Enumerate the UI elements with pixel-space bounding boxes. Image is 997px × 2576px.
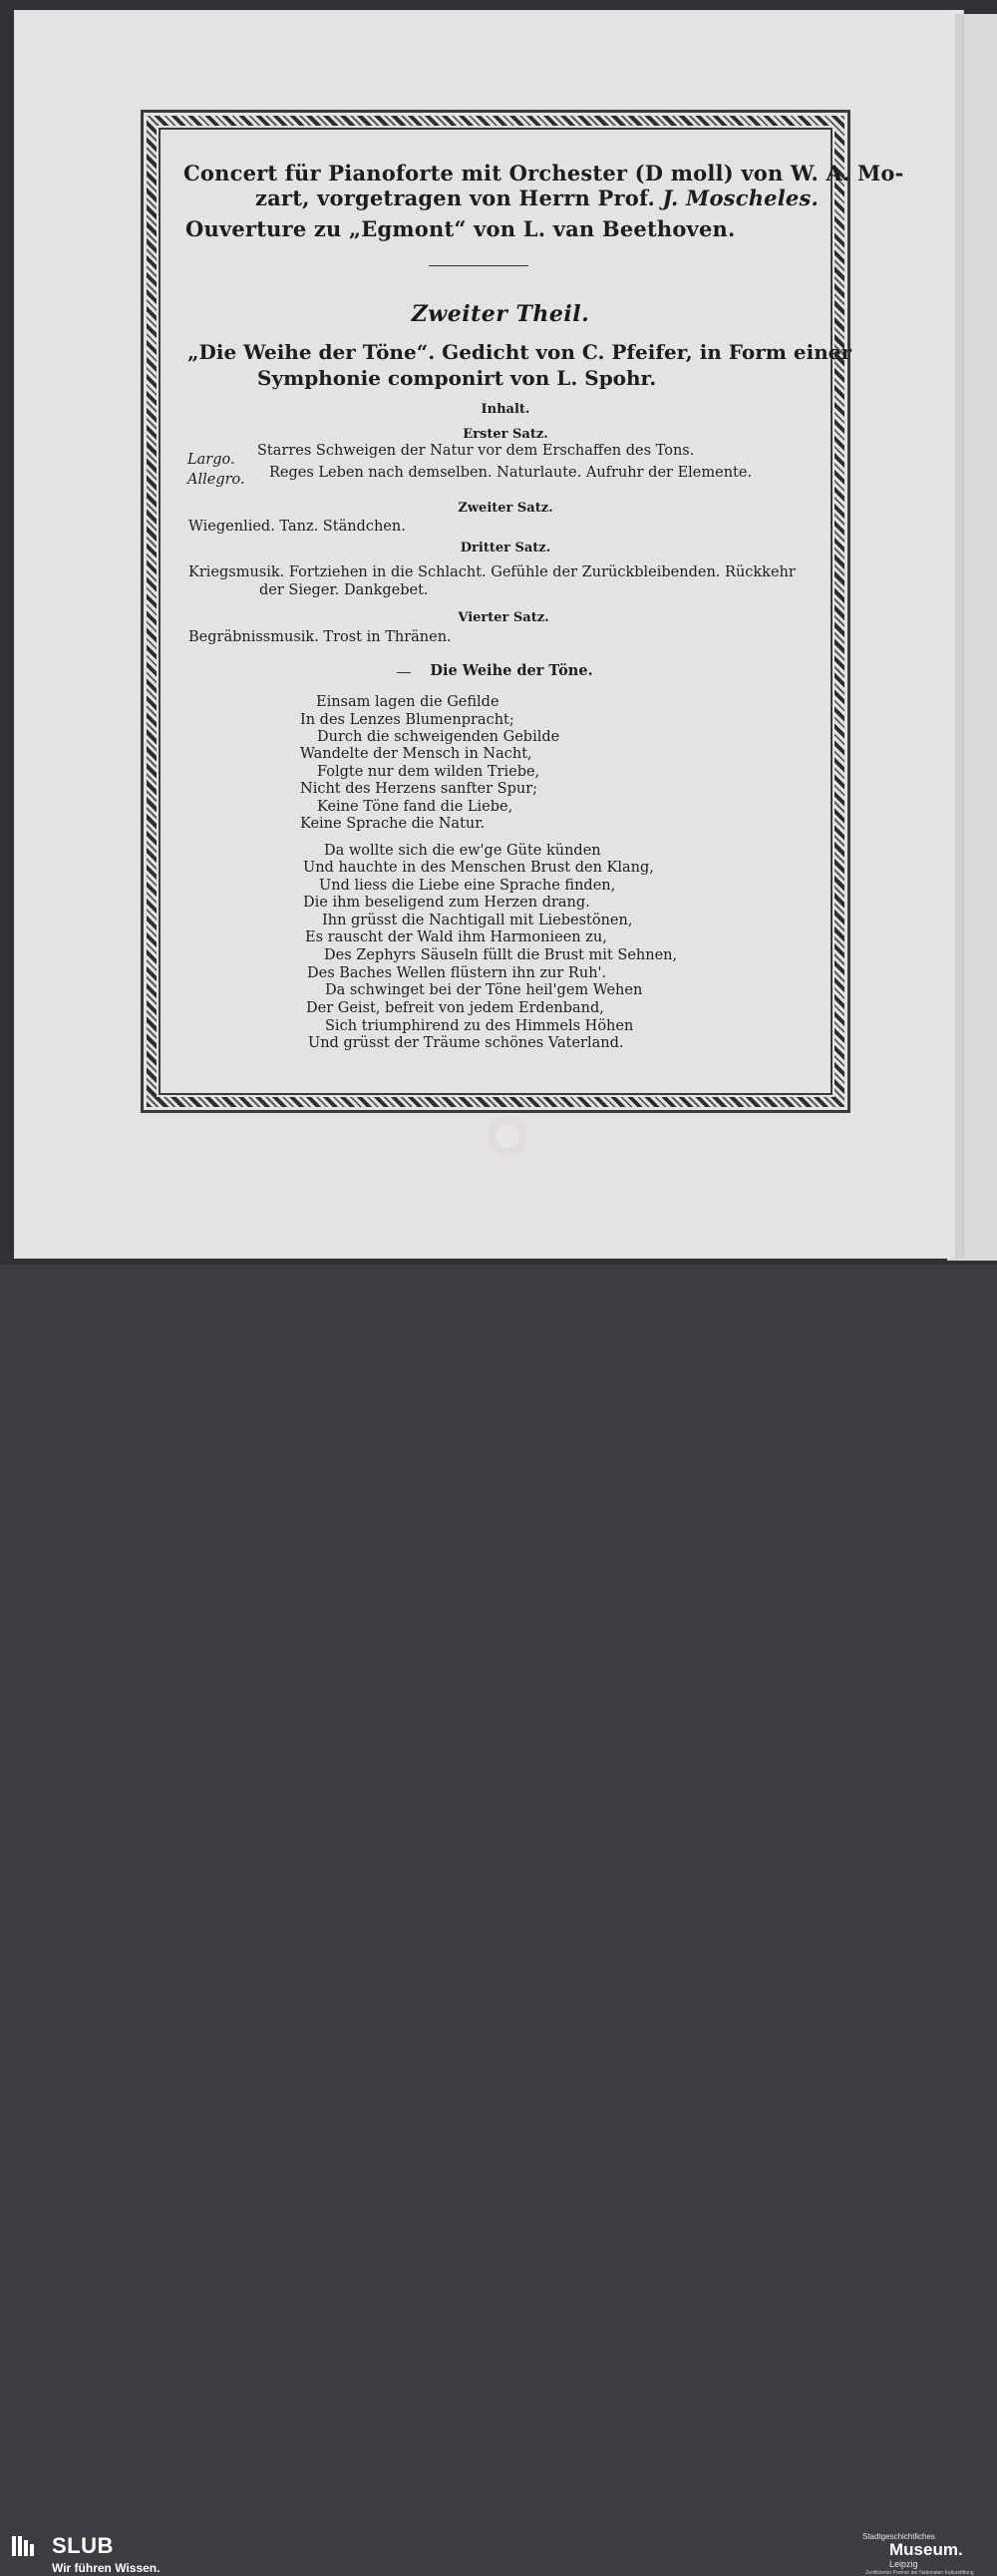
slub-logo-icon — [12, 2534, 40, 2558]
poem-line: Da schwinget bei der Töne heil'gem Wehen — [325, 982, 643, 998]
poem-line: Und hauchte in des Menschen Brust den Klang, — [303, 860, 654, 876]
poem-line: Der Geist, befreit von jedem Erdenband, — [306, 1000, 604, 1016]
poem-line: Folgte nur dem wilden Triebe, — [317, 764, 540, 780]
concert-line-2 — [255, 185, 819, 210]
museum-name: Museum. — [889, 2540, 963, 2559]
poem-line: Des Baches Wellen flüstern ihn zur Ruh'. — [307, 965, 607, 981]
divider-rule — [429, 265, 528, 266]
poem-line: Die ihm beseligend zum Herzen drang. — [303, 895, 590, 911]
third-movement-text-2: der Sieger. Dankgebet. — [259, 582, 429, 598]
poem-line: Keine Töne fand die Liebe, — [317, 799, 513, 815]
weihe-line-1: „Die Weihe der Töne“. Gedicht von C. Pfeifer, in Form einer — [187, 340, 852, 364]
poem-line: Es rauscht der Wald ihm Harmonieen zu, — [305, 929, 607, 945]
contents-label: Inhalt. — [481, 402, 530, 417]
fourth-movement-text: Begräbnissmusik. Trost in Thränen. — [188, 629, 452, 645]
largo-tempo: Largo. — [187, 452, 235, 468]
poem-line: Da wollte sich die ew'ge Güte künden — [324, 843, 601, 859]
library-name: SLUB — [52, 2533, 114, 2558]
allegro-description: Reges Leben nach demselben. Naturlaute. Aufruhr der Elemente. — [269, 465, 753, 481]
poem-line: Und liess die Liebe eine Sprache finden, — [319, 878, 616, 894]
poem-line: Durch die schweigenden Gebilde — [317, 729, 560, 745]
poem-line: Des Zephyrs Säuseln füllt die Brust mit Sehnen, — [324, 947, 678, 963]
part-title: Zweiter Theil. — [411, 301, 590, 327]
concert-line-2a: zart, vorgetragen von Herrn Prof. — [255, 185, 663, 210]
second-movement-text: Wiegenlied. Tanz. Ständchen. — [188, 519, 406, 535]
poem-line: Ihn grüsst die Nachtigall mit Liebestönen, — [322, 913, 633, 928]
poem-title: Die Weihe der Töne. — [430, 662, 593, 679]
concert-line-1: Concert für Pianoforte mit Orchester (D moll) von W. A. Mo- — [183, 161, 904, 185]
allegro-tempo: Allegro. — [187, 472, 245, 488]
second-movement-heading: Zweiter Satz. — [458, 501, 553, 516]
museum-label-top: Stadtgeschichtliches — [862, 2532, 935, 2541]
largo-description: Starres Schweigen der Natur vor dem Erschaffen des Tons. — [257, 443, 695, 459]
overture-line: Ouverture zu „Egmont“ von L. van Beethoven. — [185, 216, 736, 241]
third-movement-heading: Dritter Satz. — [460, 541, 551, 555]
poem-dash — [397, 672, 411, 673]
footer-bar — [0, 1265, 997, 2576]
library-stamp-emboss — [488, 1115, 527, 1157]
poem-line: Sich triumphirend zu des Himmels Höhen — [325, 1018, 634, 1034]
library-slogan: Wir führen Wissen. — [52, 2561, 161, 2575]
third-movement-text-1: Kriegsmusik. Fortziehen in die Schlacht. Gefühle der Zurückbleibenden. Rückkehr — [188, 564, 796, 580]
poem-line: Wandelte der Mensch in Nacht, — [300, 746, 532, 762]
poem-line: Und grüsst der Träume schönes Vaterland. — [308, 1035, 624, 1051]
museum-partner-note: Zertifizierter Partner der Nationalen Kulturstiftung — [865, 2570, 974, 2576]
poem-line: Einsam lagen die Gefilde — [316, 694, 499, 710]
first-movement-heading: Erster Satz. — [463, 427, 548, 442]
poem-line: Keine Sprache die Natur. — [300, 816, 486, 832]
soloist-name: J. Moscheles. — [662, 185, 819, 210]
poem-line: Nicht des Herzens sanfter Spur; — [300, 781, 538, 797]
poem-line: In des Lenzes Blumenpracht; — [300, 712, 514, 728]
fourth-movement-heading: Vierter Satz. — [458, 610, 549, 625]
sheet-edge — [955, 14, 963, 1259]
museum-city: Leipzig — [889, 2559, 918, 2569]
scan-area — [0, 0, 997, 1265]
weihe-line-2: Symphonie componirt von L. Spohr. — [257, 366, 657, 390]
